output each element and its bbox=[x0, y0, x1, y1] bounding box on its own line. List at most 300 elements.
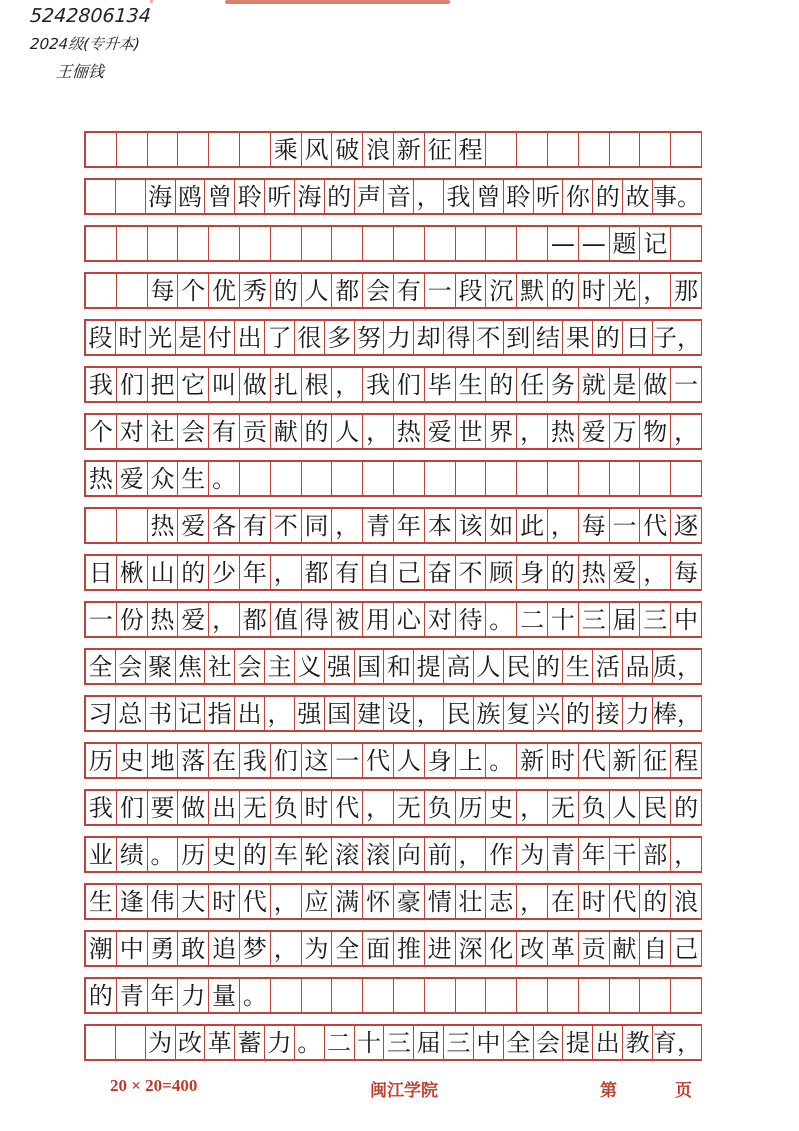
grid-cell: 情 bbox=[425, 885, 456, 918]
grid-cell bbox=[610, 979, 641, 1012]
grid-cell: 史 bbox=[117, 744, 148, 777]
grid-cell: 是 bbox=[176, 321, 206, 354]
grid-cell bbox=[610, 462, 641, 495]
grid-cell bbox=[240, 133, 271, 166]
grid-cell: 一 bbox=[610, 509, 641, 542]
class-label: 2024级(专升本) bbox=[29, 35, 141, 53]
grid-cell: 被 bbox=[332, 603, 363, 636]
grid-cell bbox=[425, 979, 456, 1012]
grid-cell bbox=[240, 462, 271, 495]
grid-cell: — bbox=[579, 227, 610, 260]
grid-cell: 史 bbox=[209, 838, 240, 871]
grid-cell: 毕 bbox=[425, 368, 456, 401]
grid-cell: ， bbox=[671, 838, 702, 871]
grid-cell: 曾 bbox=[205, 180, 235, 213]
grid-row bbox=[84, 601, 702, 638]
grid-cell: 热 bbox=[394, 415, 425, 448]
grid-cell: 会 bbox=[178, 415, 209, 448]
grid-cell: ， bbox=[517, 885, 548, 918]
grid-cell: 我 bbox=[363, 368, 394, 401]
grid-cell: 贡 bbox=[579, 932, 610, 965]
grid-cell: 力 bbox=[265, 1026, 295, 1059]
grid-cell: 日 bbox=[86, 556, 117, 589]
grid-cell: 的 bbox=[302, 415, 333, 448]
grid-cell: 的 bbox=[325, 180, 355, 213]
grid-cell bbox=[271, 462, 302, 495]
grid-row bbox=[84, 836, 702, 873]
grid-cell bbox=[86, 1026, 116, 1059]
top-rule bbox=[225, 0, 450, 4]
grid-row bbox=[84, 460, 702, 497]
grid-cell: 的 bbox=[671, 791, 702, 824]
grid-cell bbox=[117, 133, 148, 166]
grid-cell: 豪 bbox=[394, 885, 425, 918]
grid-cell: 为 bbox=[146, 1026, 176, 1059]
grid-cell bbox=[640, 462, 671, 495]
grid-cell: 一 bbox=[671, 368, 702, 401]
grid-cell: 前 bbox=[425, 838, 456, 871]
grid-cell bbox=[302, 979, 333, 1012]
grid-cell: 会 bbox=[235, 650, 265, 683]
grid-cell bbox=[517, 979, 548, 1012]
grid-cell: 主 bbox=[265, 650, 295, 683]
grid-cell bbox=[178, 227, 209, 260]
grid-cell: 史 bbox=[486, 791, 517, 824]
grid-cell: ， bbox=[271, 932, 302, 965]
grid-cell: 值 bbox=[271, 603, 302, 636]
grid-cell: ， bbox=[271, 556, 302, 589]
grid-cell: 社 bbox=[148, 415, 179, 448]
grid-cell: 我 bbox=[240, 744, 271, 777]
grid-cell: 做 bbox=[640, 368, 671, 401]
grid-cell: 高 bbox=[444, 650, 474, 683]
grid-cell bbox=[148, 133, 179, 166]
grid-cell: 万 bbox=[610, 415, 641, 448]
grid-cell: 就 bbox=[579, 368, 610, 401]
grid-cell: 中 bbox=[671, 603, 702, 636]
grid-cell: 追 bbox=[209, 932, 240, 965]
grid-cell bbox=[394, 462, 425, 495]
grid-cell: 努 bbox=[355, 321, 385, 354]
grid-cell: 和 bbox=[384, 650, 414, 683]
grid-cell bbox=[671, 979, 702, 1012]
grid-cell: 的 bbox=[86, 979, 117, 1012]
grid-cell: 力 bbox=[178, 979, 209, 1012]
grid-cell: ， bbox=[548, 509, 579, 542]
grid-cell: 代 bbox=[640, 509, 671, 542]
grid-cell: 复 bbox=[504, 697, 534, 730]
grid-cell: ， bbox=[332, 368, 363, 401]
grid-cell: 本 bbox=[425, 509, 456, 542]
grid-cell: 故 bbox=[623, 180, 653, 213]
grid-cell: ， bbox=[414, 697, 444, 730]
grid-cell: 的 bbox=[271, 274, 302, 307]
grid-cell: 历 bbox=[86, 744, 117, 777]
grid-cell: 全 bbox=[332, 932, 363, 965]
grid-cell: 无 bbox=[548, 791, 579, 824]
grid-cell: 热 bbox=[148, 603, 179, 636]
grid-cell: 满 bbox=[332, 885, 363, 918]
grid-cell: 山 bbox=[148, 556, 179, 589]
handwritten-header bbox=[30, 2, 230, 86]
grid-cell: 提 bbox=[414, 650, 444, 683]
grid-cell: 年 bbox=[394, 509, 425, 542]
grid-cell bbox=[116, 1026, 146, 1059]
grid-cell: 年 bbox=[240, 556, 271, 589]
grid-cell bbox=[548, 133, 579, 166]
grid-cell: 界 bbox=[486, 415, 517, 448]
student-name: 王俪钱 bbox=[55, 62, 105, 81]
grid-cell bbox=[363, 227, 394, 260]
grid-cell: ， bbox=[265, 697, 295, 730]
grid-cell: 深 bbox=[456, 932, 487, 965]
grid-cell: ， bbox=[271, 885, 302, 918]
grid-cell bbox=[486, 979, 517, 1012]
grid-cell: 有 bbox=[240, 509, 271, 542]
grid-cell: 怀 bbox=[363, 885, 394, 918]
grid-cell: 征 bbox=[640, 744, 671, 777]
grid-cell: 的 bbox=[548, 556, 579, 589]
grid-cell: ， bbox=[640, 274, 671, 307]
grid-cell: 自 bbox=[640, 932, 671, 965]
grid-cell: 出 bbox=[209, 791, 240, 824]
grid-cell bbox=[394, 979, 425, 1012]
grid-cell: 沉 bbox=[486, 274, 517, 307]
grid-row bbox=[84, 789, 702, 826]
grid-cell: 浪 bbox=[671, 885, 702, 918]
grid-cell: 量 bbox=[209, 979, 240, 1012]
grid-cell: 民 bbox=[444, 697, 474, 730]
grid-cell: 化 bbox=[486, 932, 517, 965]
grid-cell: 得 bbox=[302, 603, 333, 636]
grid-cell: 日 bbox=[623, 321, 653, 354]
grid-cell: 少 bbox=[209, 556, 240, 589]
grid-cell: 地 bbox=[148, 744, 179, 777]
grid-cell: 教 bbox=[623, 1026, 653, 1059]
grid-cell: 任 bbox=[517, 368, 548, 401]
grid-cell: 在 bbox=[548, 885, 579, 918]
grid-cell: 总 bbox=[116, 697, 146, 730]
grid-cell: 热 bbox=[548, 415, 579, 448]
grid-cell: 应 bbox=[302, 885, 333, 918]
grid-cell: 不 bbox=[271, 509, 302, 542]
grid-cell: 不 bbox=[456, 556, 487, 589]
grid-cell: 果 bbox=[563, 321, 593, 354]
grid-cell bbox=[117, 274, 148, 307]
grid-row bbox=[84, 742, 702, 779]
grid-cell bbox=[456, 227, 487, 260]
grid-cell: 敢 bbox=[178, 932, 209, 965]
grid-row bbox=[84, 1024, 702, 1061]
grid-cell: 三 bbox=[579, 603, 610, 636]
grid-cell: 扎 bbox=[271, 368, 302, 401]
grid-cell: 三 bbox=[384, 1026, 414, 1059]
grid-cell: 题 bbox=[610, 227, 641, 260]
grid-cell: 我 bbox=[86, 791, 117, 824]
grid-cell: 秀 bbox=[240, 274, 271, 307]
grid-cell: 民 bbox=[504, 650, 534, 683]
grid-cell: 无 bbox=[394, 791, 425, 824]
grid-cell: 该 bbox=[456, 509, 487, 542]
grid-cell: 们 bbox=[394, 368, 425, 401]
grid-cell: 聚 bbox=[146, 650, 176, 683]
grid-cell: ， bbox=[671, 415, 702, 448]
grid-cell: 时 bbox=[579, 885, 610, 918]
grid-cell bbox=[517, 227, 548, 260]
grid-cell: 车 bbox=[271, 838, 302, 871]
grid-cell: 志 bbox=[486, 885, 517, 918]
grid-cell: 负 bbox=[425, 791, 456, 824]
grid-cell: 新 bbox=[394, 133, 425, 166]
grid-cell: 中 bbox=[474, 1026, 504, 1059]
grid-cell: 青 bbox=[363, 509, 394, 542]
grid-cell: 的 bbox=[640, 885, 671, 918]
grid-cell: 优 bbox=[209, 274, 240, 307]
grid-cell: 推 bbox=[394, 932, 425, 965]
grid-cell: 义 bbox=[295, 650, 325, 683]
grid-cell: 每 bbox=[148, 274, 179, 307]
grid-cell: 青 bbox=[117, 979, 148, 1012]
grid-cell: 强 bbox=[295, 697, 325, 730]
grid-cell: 个 bbox=[86, 415, 117, 448]
grid-cell: 海 bbox=[295, 180, 325, 213]
grid-cell: 那 bbox=[671, 274, 702, 307]
grid-cell: 改 bbox=[517, 932, 548, 965]
grid-row bbox=[84, 648, 702, 685]
grid-row bbox=[84, 930, 702, 967]
grid-row bbox=[84, 319, 702, 356]
grid-cell bbox=[271, 979, 302, 1012]
grid-cell bbox=[271, 227, 302, 260]
grid-cell: 身 bbox=[517, 556, 548, 589]
grid-cell bbox=[579, 462, 610, 495]
grid-cell: 。 bbox=[295, 1026, 325, 1059]
grid-cell: 你 bbox=[563, 180, 593, 213]
grid-cell bbox=[486, 133, 517, 166]
grid-cell bbox=[640, 979, 671, 1012]
grid-cell: 一 bbox=[86, 603, 117, 636]
grid-cell bbox=[517, 133, 548, 166]
grid-cell: 新 bbox=[610, 744, 641, 777]
grid-cell: 。 bbox=[486, 603, 517, 636]
grid-cell: 的 bbox=[240, 838, 271, 871]
grid-cell: 作 bbox=[486, 838, 517, 871]
grid-cell: 却 bbox=[414, 321, 444, 354]
grid-cell: 爱 bbox=[117, 462, 148, 495]
grid-cell: 业 bbox=[86, 838, 117, 871]
grid-cell: 面 bbox=[363, 932, 394, 965]
grid-cell: 焦 bbox=[176, 650, 206, 683]
grid-cell bbox=[579, 133, 610, 166]
grid-cell: 习 bbox=[86, 697, 116, 730]
grid-cell: 一 bbox=[425, 274, 456, 307]
grid-cell: 浪 bbox=[363, 133, 394, 166]
grid-cell: 得 bbox=[444, 321, 474, 354]
grid-count: 20 × 20=400 bbox=[110, 1076, 198, 1095]
grid-cell: 物 bbox=[640, 415, 671, 448]
grid-cell: 强 bbox=[325, 650, 355, 683]
grid-cell: 做 bbox=[240, 368, 271, 401]
grid-cell: 绩 bbox=[117, 838, 148, 871]
grid-cell bbox=[640, 133, 671, 166]
grid-cell bbox=[178, 133, 209, 166]
grid-cell: ， bbox=[332, 509, 363, 542]
grid-cell: 献 bbox=[610, 932, 641, 965]
grid-cell: 负 bbox=[579, 791, 610, 824]
grid-cell: 程 bbox=[456, 133, 487, 166]
grid-cell: 逐 bbox=[671, 509, 702, 542]
grid-cell: 出 bbox=[593, 1026, 623, 1059]
grid-cell: 是 bbox=[610, 368, 641, 401]
grid-cell: 乘 bbox=[271, 133, 302, 166]
grid-cell: 破 bbox=[332, 133, 363, 166]
grid-cell bbox=[86, 180, 116, 213]
grid-cell bbox=[302, 462, 333, 495]
grid-cell: 心 bbox=[394, 603, 425, 636]
grid-cell bbox=[86, 274, 117, 307]
grid-cell: 多 bbox=[325, 321, 355, 354]
grid-cell: 的 bbox=[486, 368, 517, 401]
grid-cell: 全 bbox=[86, 650, 116, 683]
grid-cell: 段 bbox=[86, 321, 116, 354]
grid-cell: ， bbox=[517, 415, 548, 448]
grid-cell: 设 bbox=[384, 697, 414, 730]
grid-cell: 光 bbox=[610, 274, 641, 307]
grid-cell: 生 bbox=[86, 885, 117, 918]
grid-cell: 这 bbox=[302, 744, 333, 777]
grid-cell: 棒， bbox=[653, 697, 702, 730]
grid-cell: 有 bbox=[209, 415, 240, 448]
grid-cell: 声 bbox=[355, 180, 385, 213]
grid-cell: 身 bbox=[425, 744, 456, 777]
grid-cell: 的 bbox=[563, 697, 593, 730]
grid-cell: ， bbox=[640, 556, 671, 589]
grid-cell: 时 bbox=[209, 885, 240, 918]
grid-cell: 听 bbox=[534, 180, 564, 213]
grid-cell: 很 bbox=[295, 321, 325, 354]
grid-cell: 接 bbox=[593, 697, 623, 730]
grid-cell: 人 bbox=[302, 274, 333, 307]
grid-cell bbox=[240, 227, 271, 260]
grid-cell: 在 bbox=[209, 744, 240, 777]
grid-cell: 们 bbox=[117, 791, 148, 824]
grid-cell: 会 bbox=[363, 274, 394, 307]
grid-cell bbox=[579, 979, 610, 1012]
grid-cell: 记 bbox=[176, 697, 206, 730]
grid-cell: 十 bbox=[355, 1026, 385, 1059]
grid-cell: 程 bbox=[671, 744, 702, 777]
grid-cell: 聆 bbox=[235, 180, 265, 213]
grid-row bbox=[84, 554, 702, 591]
grid-cell: 如 bbox=[486, 509, 517, 542]
grid-cell: 国 bbox=[325, 697, 355, 730]
grid-cell bbox=[548, 462, 579, 495]
grid-cell: 对 bbox=[425, 603, 456, 636]
grid-cell: 指 bbox=[205, 697, 235, 730]
page-footer bbox=[110, 1076, 700, 1100]
grid-cell: 人 bbox=[332, 415, 363, 448]
grid-cell: 人 bbox=[610, 791, 641, 824]
grid-cell: 各 bbox=[209, 509, 240, 542]
grid-cell: 到 bbox=[504, 321, 534, 354]
grid-cell: 新 bbox=[517, 744, 548, 777]
student-id: 5242806134 bbox=[29, 5, 152, 27]
grid-cell: 三 bbox=[444, 1026, 474, 1059]
grid-cell: 兴 bbox=[534, 697, 564, 730]
grid-cell bbox=[148, 227, 179, 260]
grid-cell: 进 bbox=[425, 932, 456, 965]
grid-cell: ， bbox=[363, 791, 394, 824]
grid-cell: 代 bbox=[363, 744, 394, 777]
grid-cell: 海 bbox=[146, 180, 176, 213]
grid-row bbox=[84, 366, 702, 403]
grid-cell: 做 bbox=[178, 791, 209, 824]
grid-cell: 潮 bbox=[86, 932, 117, 965]
grid-cell bbox=[332, 462, 363, 495]
grid-cell: 时 bbox=[302, 791, 333, 824]
grid-cell: 人 bbox=[474, 650, 504, 683]
grid-cell: ， bbox=[363, 415, 394, 448]
grid-cell: 子， bbox=[653, 321, 702, 354]
grid-cell: 届 bbox=[414, 1026, 444, 1059]
manuscript-grid bbox=[84, 131, 702, 1071]
grid-cell: ， bbox=[209, 603, 240, 636]
grid-cell: 力 bbox=[384, 321, 414, 354]
grid-cell: 人 bbox=[394, 744, 425, 777]
grid-cell: 提 bbox=[563, 1026, 593, 1059]
page-prefix: 第 bbox=[600, 1081, 617, 1100]
grid-cell: 大 bbox=[178, 885, 209, 918]
grid-cell: 时 bbox=[548, 744, 579, 777]
page-suffix: 页 bbox=[675, 1081, 692, 1100]
grid-cell bbox=[363, 462, 394, 495]
grid-cell: 己 bbox=[671, 932, 702, 965]
grid-cell: 一 bbox=[332, 744, 363, 777]
grid-cell: 它 bbox=[178, 368, 209, 401]
grid-cell bbox=[363, 979, 394, 1012]
grid-cell: 热 bbox=[579, 556, 610, 589]
grid-cell: 二 bbox=[325, 1026, 355, 1059]
grid-cell: 育， bbox=[653, 1026, 702, 1059]
grid-cell bbox=[332, 979, 363, 1012]
grid-cell: 社 bbox=[205, 650, 235, 683]
grid-cell: 族 bbox=[474, 697, 504, 730]
school-name: 闽江学院 bbox=[370, 1081, 438, 1100]
grid-cell: 同 bbox=[302, 509, 333, 542]
grid-cell: 逢 bbox=[117, 885, 148, 918]
grid-cell: 三 bbox=[640, 603, 671, 636]
grid-cell: 段 bbox=[456, 274, 487, 307]
grid-cell: 代 bbox=[610, 885, 641, 918]
grid-cell: 此 bbox=[517, 509, 548, 542]
grid-cell: 爱 bbox=[610, 556, 641, 589]
grid-cell: 勇 bbox=[148, 932, 179, 965]
grid-cell: 都 bbox=[332, 274, 363, 307]
grid-cell: 青 bbox=[548, 838, 579, 871]
grid-cell: 书 bbox=[146, 697, 176, 730]
grid-cell bbox=[548, 979, 579, 1012]
grid-cell bbox=[671, 133, 702, 166]
grid-cell: 中 bbox=[117, 932, 148, 965]
grid-cell: 的 bbox=[593, 321, 623, 354]
grid-cell: 生 bbox=[456, 368, 487, 401]
grid-cell: 会 bbox=[116, 650, 146, 683]
grid-cell: 的 bbox=[593, 180, 623, 213]
grid-cell: 生 bbox=[178, 462, 209, 495]
grid-cell: 十 bbox=[548, 603, 579, 636]
grid-cell: 我 bbox=[444, 180, 474, 213]
grid-cell: 品 bbox=[623, 650, 653, 683]
